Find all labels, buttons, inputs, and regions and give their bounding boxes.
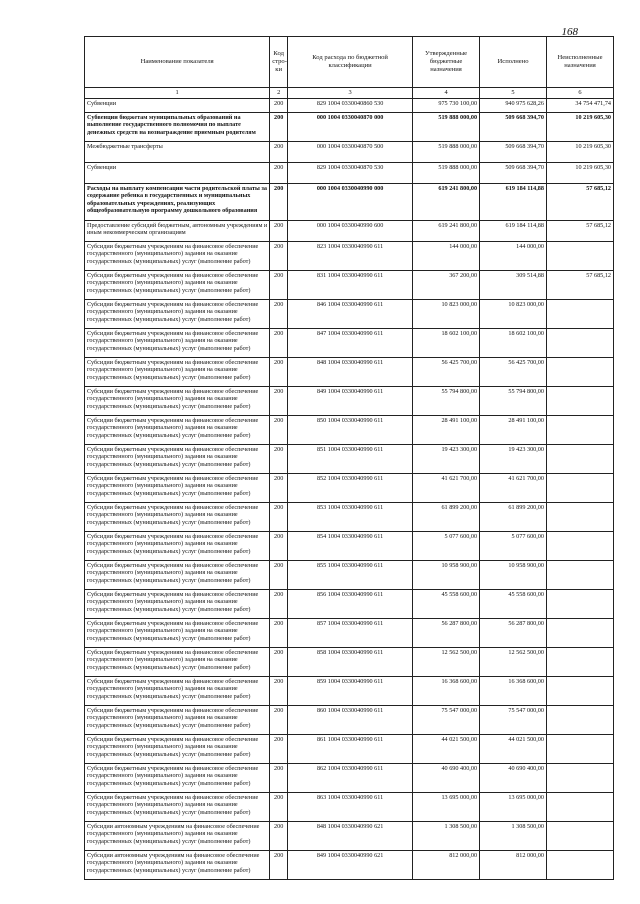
row-code: 200 xyxy=(270,473,288,502)
row-code: 200 xyxy=(270,676,288,705)
table-row xyxy=(85,299,614,328)
row-executed: 619 184 114,88 xyxy=(480,183,547,220)
table-row xyxy=(85,734,614,763)
header-unexecuted: Неисполненные назначения xyxy=(546,37,613,88)
row-unexecuted: 57 685,12 xyxy=(546,270,613,299)
row-approved: 519 888 000,00 xyxy=(413,112,480,141)
row-code: 200 xyxy=(270,98,288,112)
row-executed: 16 368 600,00 xyxy=(480,676,547,705)
row-approved: 519 888 000,00 xyxy=(413,141,480,162)
row-code: 200 xyxy=(270,270,288,299)
row-executed: 619 184 114,88 xyxy=(480,220,547,241)
header-kbk: Код расхода по бюджетной классификации xyxy=(288,37,413,88)
table-row xyxy=(85,112,614,141)
row-executed: 13 695 000,00 xyxy=(480,792,547,821)
row-name: Субсидии бюджетным учреждениям на финансовое обеспечение государственного (муниципального) задания на оказание государственных (муниципальных) услуг (выполнение работ) xyxy=(85,357,270,386)
header-approved: Утвержденные бюджетные назначения xyxy=(413,37,480,88)
column-number: 3 xyxy=(288,88,413,99)
table-row xyxy=(85,792,614,821)
row-code: 200 xyxy=(270,444,288,473)
row-approved: 812 000,00 xyxy=(413,850,480,879)
row-executed: 12 562 500,00 xyxy=(480,647,547,676)
row-unexecuted xyxy=(546,560,613,589)
row-name: Субсидии бюджетным учреждениям на финансовое обеспечение государственного (муниципального) задания на оказание государственных (муниципальных) услуг (выполнение работ) xyxy=(85,415,270,444)
table-row xyxy=(85,98,614,112)
row-unexecuted xyxy=(546,850,613,879)
row-unexecuted xyxy=(546,473,613,502)
row-executed: 812 000,00 xyxy=(480,850,547,879)
row-kbk: 000 1004 0330040870 000 xyxy=(288,112,413,141)
row-executed: 10 823 000,00 xyxy=(480,299,547,328)
row-unexecuted: 57 685,12 xyxy=(546,183,613,220)
row-code: 200 xyxy=(270,183,288,220)
column-number: 1 xyxy=(85,88,270,99)
row-name: Межбюджетные трансферты xyxy=(85,141,270,162)
row-code: 200 xyxy=(270,299,288,328)
table-row xyxy=(85,821,614,850)
row-approved: 45 558 600,00 xyxy=(413,589,480,618)
row-executed: 41 621 700,00 xyxy=(480,473,547,502)
row-approved: 18 602 100,00 xyxy=(413,328,480,357)
row-unexecuted: 57 685,12 xyxy=(546,220,613,241)
table-row xyxy=(85,647,614,676)
row-unexecuted xyxy=(546,531,613,560)
row-approved: 10 958 900,00 xyxy=(413,560,480,589)
table-row xyxy=(85,241,614,270)
row-kbk: 854 1004 0330040990 611 xyxy=(288,531,413,560)
row-kbk: 857 1004 0330040990 611 xyxy=(288,618,413,647)
row-name: Субсидии бюджетным учреждениям на финансовое обеспечение государственного (муниципального) задания на оказание государственных (муниципальных) услуг (выполнение работ) xyxy=(85,618,270,647)
row-approved: 10 823 000,00 xyxy=(413,299,480,328)
row-code: 200 xyxy=(270,386,288,415)
table-row xyxy=(85,618,614,647)
row-code: 200 xyxy=(270,220,288,241)
row-kbk: 000 1004 0330040870 500 xyxy=(288,141,413,162)
row-executed: 10 958 900,00 xyxy=(480,560,547,589)
row-executed: 309 514,88 xyxy=(480,270,547,299)
row-name: Субсидии бюджетным учреждениям на финансовое обеспечение государственного (муниципального) задания на оказание государственных (муниципальных) услуг (выполнение работ) xyxy=(85,502,270,531)
row-approved: 12 562 500,00 xyxy=(413,647,480,676)
row-unexecuted xyxy=(546,444,613,473)
row-approved: 55 794 800,00 xyxy=(413,386,480,415)
row-unexecuted: 10 219 605,30 xyxy=(546,112,613,141)
row-code: 200 xyxy=(270,141,288,162)
table-row xyxy=(85,270,614,299)
row-executed: 509 668 394,70 xyxy=(480,112,547,141)
table-row xyxy=(85,560,614,589)
table-row xyxy=(85,705,614,734)
row-approved: 44 021 500,00 xyxy=(413,734,480,763)
row-approved: 975 730 100,00 xyxy=(413,98,480,112)
row-approved: 56 287 800,00 xyxy=(413,618,480,647)
row-unexecuted: 10 219 605,30 xyxy=(546,141,613,162)
row-unexecuted xyxy=(546,589,613,618)
row-name: Субсидии бюджетным учреждениям на финансовое обеспечение государственного (муниципального) задания на оказание государственных (муниципальных) услуг (выполнение работ) xyxy=(85,792,270,821)
row-unexecuted xyxy=(546,415,613,444)
table-row xyxy=(85,502,614,531)
row-name: Субсидии бюджетным учреждениям на финансовое обеспечение государственного (муниципального) задания на оказание государственных (муниципальных) услуг (выполнение работ) xyxy=(85,328,270,357)
row-unexecuted xyxy=(546,386,613,415)
row-kbk: 849 1004 0330040990 611 xyxy=(288,386,413,415)
row-executed: 144 000,00 xyxy=(480,241,547,270)
row-code: 200 xyxy=(270,763,288,792)
row-kbk: 846 1004 0330040990 611 xyxy=(288,299,413,328)
row-code: 200 xyxy=(270,112,288,141)
row-executed: 509 668 394,70 xyxy=(480,141,547,162)
row-name: Субсидии бюджетным учреждениям на финансовое обеспечение государственного (муниципального) задания на оказание государственных (муниципальных) услуг (выполнение работ) xyxy=(85,444,270,473)
row-code: 200 xyxy=(270,328,288,357)
row-unexecuted xyxy=(546,734,613,763)
row-unexecuted xyxy=(546,676,613,705)
row-code: 200 xyxy=(270,415,288,444)
row-code: 200 xyxy=(270,850,288,879)
row-code: 200 xyxy=(270,705,288,734)
row-unexecuted: 34 754 471,74 xyxy=(546,98,613,112)
row-name: Субвенции xyxy=(85,98,270,112)
row-kbk: 823 1004 0330040990 611 xyxy=(288,241,413,270)
row-name: Субсидии бюджетным учреждениям на финансовое обеспечение государственного (муниципального) задания на оказание государственных (муниципальных) услуг (выполнение работ) xyxy=(85,299,270,328)
row-executed: 56 287 800,00 xyxy=(480,618,547,647)
row-name: Субсидии бюджетным учреждениям на финансовое обеспечение государственного (муниципального) задания на оказание государственных (муниципальных) услуг (выполнение работ) xyxy=(85,270,270,299)
row-approved: 61 899 200,00 xyxy=(413,502,480,531)
row-name: Предоставление субсидий бюджетным, автономным учреждениям и иным некоммерческим организациям xyxy=(85,220,270,241)
row-name: Субсидии автономным учреждениям на финансовое обеспечение государственного (муниципального) задания на оказание государственных (муниципальных) услуг (выполнение работ) xyxy=(85,821,270,850)
row-approved: 40 690 400,00 xyxy=(413,763,480,792)
row-code: 200 xyxy=(270,618,288,647)
row-kbk: 859 1004 0330040990 611 xyxy=(288,676,413,705)
table-row xyxy=(85,676,614,705)
row-name: Субсидии бюджетным учреждениям на финансовое обеспечение государственного (муниципального) задания на оказание государственных (муниципальных) услуг (выполнение работ) xyxy=(85,386,270,415)
row-executed: 940 975 628,26 xyxy=(480,98,547,112)
table-row xyxy=(85,589,614,618)
row-code: 200 xyxy=(270,560,288,589)
row-approved: 519 888 000,00 xyxy=(413,162,480,183)
row-executed: 44 021 500,00 xyxy=(480,734,547,763)
table-row xyxy=(85,444,614,473)
header-executed: Исполнено xyxy=(480,37,547,88)
row-approved: 75 547 000,00 xyxy=(413,705,480,734)
table-row xyxy=(85,415,614,444)
row-unexecuted xyxy=(546,299,613,328)
row-executed: 45 558 600,00 xyxy=(480,589,547,618)
row-name: Субсидии бюджетным учреждениям на финансовое обеспечение государственного (муниципального) задания на оказание государственных (муниципальных) услуг (выполнение работ) xyxy=(85,560,270,589)
row-name: Субсидии бюджетным учреждениям на финансовое обеспечение государственного (муниципального) задания на оказание государственных (муниципальных) услуг (выполнение работ) xyxy=(85,763,270,792)
row-code: 200 xyxy=(270,647,288,676)
row-approved: 367 200,00 xyxy=(413,270,480,299)
row-code: 200 xyxy=(270,821,288,850)
table-row xyxy=(85,162,614,183)
row-code: 200 xyxy=(270,241,288,270)
row-name: Субсидии бюджетным учреждениям на финансовое обеспечение государственного (муниципального) задания на оказание государственных (муниципальных) услуг (выполнение работ) xyxy=(85,473,270,502)
row-executed: 18 602 100,00 xyxy=(480,328,547,357)
row-kbk: 847 1004 0330040990 611 xyxy=(288,328,413,357)
row-approved: 56 425 700,00 xyxy=(413,357,480,386)
row-kbk: 853 1004 0330040990 611 xyxy=(288,502,413,531)
row-kbk: 000 1004 0330040990 600 xyxy=(288,220,413,241)
row-executed: 75 547 000,00 xyxy=(480,705,547,734)
row-kbk: 851 1004 0330040990 611 xyxy=(288,444,413,473)
row-approved: 13 695 000,00 xyxy=(413,792,480,821)
row-kbk: 862 1004 0330040990 611 xyxy=(288,763,413,792)
table-header-row xyxy=(85,37,614,88)
row-executed: 28 491 100,00 xyxy=(480,415,547,444)
row-name: Субвенции бюджетам муниципальных образований на выполнение государственного полномочия по выплате денежных средств на вознаграждение приемным родителям xyxy=(85,112,270,141)
row-executed: 1 308 500,00 xyxy=(480,821,547,850)
row-kbk: 000 1004 0330040990 000 xyxy=(288,183,413,220)
row-executed: 19 423 300,00 xyxy=(480,444,547,473)
row-unexecuted xyxy=(546,705,613,734)
row-code: 200 xyxy=(270,792,288,821)
row-unexecuted xyxy=(546,821,613,850)
row-name: Субсидии бюджетным учреждениям на финансовое обеспечение государственного (муниципального) задания на оказание государственных (муниципальных) услуг (выполнение работ) xyxy=(85,734,270,763)
row-approved: 16 368 600,00 xyxy=(413,676,480,705)
row-kbk: 848 1004 0330040990 611 xyxy=(288,357,413,386)
row-kbk: 863 1004 0330040990 611 xyxy=(288,792,413,821)
row-executed: 40 690 400,00 xyxy=(480,763,547,792)
column-number: 6 xyxy=(546,88,613,99)
row-kbk: 858 1004 0330040990 611 xyxy=(288,647,413,676)
row-kbk: 855 1004 0330040990 611 xyxy=(288,560,413,589)
row-unexecuted xyxy=(546,241,613,270)
column-number: 2 xyxy=(270,88,288,99)
row-name: Субсидии бюджетным учреждениям на финансовое обеспечение государственного (муниципального) задания на оказание государственных (муниципальных) услуг (выполнение работ) xyxy=(85,705,270,734)
table-row xyxy=(85,763,614,792)
table-body xyxy=(85,98,614,879)
row-unexecuted xyxy=(546,647,613,676)
row-name: Субсидии бюджетным учреждениям на финансовое обеспечение государственного (муниципального) задания на оказание государственных (муниципальных) услуг (выполнение работ) xyxy=(85,241,270,270)
table-row xyxy=(85,220,614,241)
row-unexecuted: 10 219 605,30 xyxy=(546,162,613,183)
row-executed: 5 077 600,00 xyxy=(480,531,547,560)
row-unexecuted xyxy=(546,328,613,357)
row-kbk: 856 1004 0330040990 611 xyxy=(288,589,413,618)
column-number-row xyxy=(85,88,614,99)
row-name: Субсидии бюджетным учреждениям на финансовое обеспечение государственного (муниципального) задания на оказание государственных (муниципальных) услуг (выполнение работ) xyxy=(85,531,270,560)
row-approved: 19 423 300,00 xyxy=(413,444,480,473)
table-row xyxy=(85,386,614,415)
row-code: 200 xyxy=(270,531,288,560)
column-number: 5 xyxy=(480,88,547,99)
row-code: 200 xyxy=(270,357,288,386)
table-row xyxy=(85,531,614,560)
row-kbk: 850 1004 0330040990 611 xyxy=(288,415,413,444)
row-approved: 144 000,00 xyxy=(413,241,480,270)
row-executed: 61 899 200,00 xyxy=(480,502,547,531)
row-approved: 619 241 800,00 xyxy=(413,183,480,220)
row-name: Расходы на выплату компенсации части родительской платы за содержание ребенка в государственных и муниципальных образовательных учреждениях, реализующих общеобразовательную программу дошкольного образования xyxy=(85,183,270,220)
row-executed: 509 668 394,70 xyxy=(480,162,547,183)
table-row xyxy=(85,328,614,357)
row-approved: 1 308 500,00 xyxy=(413,821,480,850)
page-number: 168 xyxy=(561,26,578,38)
row-unexecuted xyxy=(546,618,613,647)
row-approved: 28 491 100,00 xyxy=(413,415,480,444)
row-kbk: 861 1004 0330040990 611 xyxy=(288,734,413,763)
row-unexecuted xyxy=(546,502,613,531)
row-code: 200 xyxy=(270,734,288,763)
row-code: 200 xyxy=(270,502,288,531)
row-name: Субсидии автономным учреждениям на финансовое обеспечение государственного (муниципального) задания на оказание государственных (муниципальных) услуг (выполнение работ) xyxy=(85,850,270,879)
row-unexecuted xyxy=(546,792,613,821)
row-kbk: 829 1004 0330040870 530 xyxy=(288,162,413,183)
table-row xyxy=(85,141,614,162)
row-approved: 41 621 700,00 xyxy=(413,473,480,502)
row-kbk: 852 1004 0330040990 611 xyxy=(288,473,413,502)
row-kbk: 849 1004 0330040990 621 xyxy=(288,850,413,879)
budget-execution-table xyxy=(84,36,614,880)
header-code: Код стро-ки xyxy=(270,37,288,88)
row-name: Субвенции xyxy=(85,162,270,183)
row-executed: 56 425 700,00 xyxy=(480,357,547,386)
row-kbk: 848 1004 0330040990 621 xyxy=(288,821,413,850)
row-kbk: 860 1004 0330040990 611 xyxy=(288,705,413,734)
column-number: 4 xyxy=(413,88,480,99)
row-name: Субсидии бюджетным учреждениям на финансовое обеспечение государственного (муниципального) задания на оказание государственных (муниципальных) услуг (выполнение работ) xyxy=(85,647,270,676)
row-code: 200 xyxy=(270,162,288,183)
table-row xyxy=(85,183,614,220)
table-row xyxy=(85,357,614,386)
row-unexecuted xyxy=(546,357,613,386)
row-kbk: 829 1004 0330040860 530 xyxy=(288,98,413,112)
row-executed: 55 794 800,00 xyxy=(480,386,547,415)
row-name: Субсидии бюджетным учреждениям на финансовое обеспечение государственного (муниципального) задания на оказание государственных (муниципальных) услуг (выполнение работ) xyxy=(85,676,270,705)
header-name: Наименование показателя xyxy=(85,37,270,88)
table-row xyxy=(85,850,614,879)
row-approved: 5 077 600,00 xyxy=(413,531,480,560)
table-row xyxy=(85,473,614,502)
row-name: Субсидии бюджетным учреждениям на финансовое обеспечение государственного (муниципального) задания на оказание государственных (муниципальных) услуг (выполнение работ) xyxy=(85,589,270,618)
row-kbk: 831 1004 0330040990 611 xyxy=(288,270,413,299)
row-approved: 619 241 800,00 xyxy=(413,220,480,241)
row-unexecuted xyxy=(546,763,613,792)
row-code: 200 xyxy=(270,589,288,618)
